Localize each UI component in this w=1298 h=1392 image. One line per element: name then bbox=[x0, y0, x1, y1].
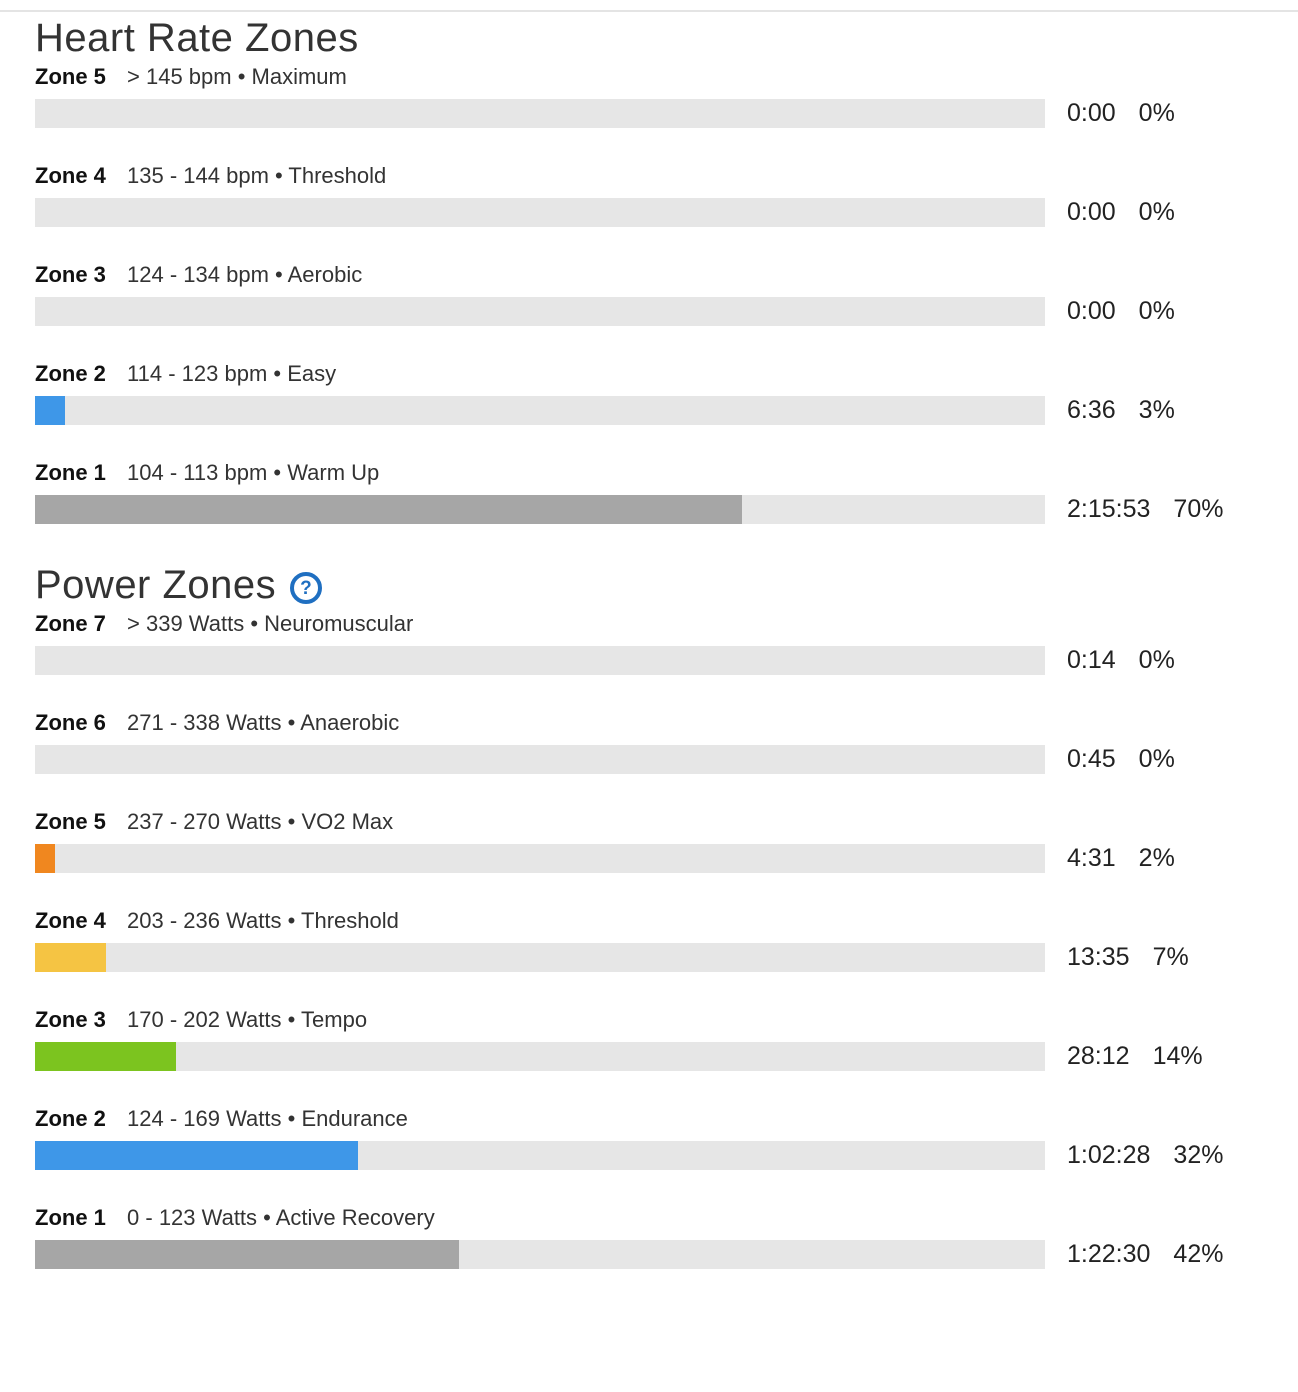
zone-name: Zone 4 bbox=[35, 163, 106, 188]
zone-bar-fill bbox=[35, 1042, 176, 1071]
zone-range: 114 - 123 bpm • Easy bbox=[127, 361, 337, 386]
zone-range: 104 - 113 bpm • Warm Up bbox=[127, 460, 380, 485]
heart-rate-zones-title-text: Heart Rate Zones bbox=[35, 16, 359, 60]
zone-label bbox=[35, 710, 1298, 736]
zone-name: Zone 7 bbox=[35, 611, 106, 636]
zone-bar-line bbox=[35, 396, 1298, 425]
power-zones-list bbox=[35, 611, 1298, 1269]
zone-name: Zone 1 bbox=[35, 1205, 106, 1230]
zone-bar-track bbox=[35, 1240, 1045, 1269]
zone-label bbox=[35, 1106, 1298, 1132]
zone-time: 13:35 bbox=[1067, 943, 1130, 971]
zone-name: Zone 2 bbox=[35, 361, 106, 386]
zone-label bbox=[35, 1007, 1298, 1033]
zone-values bbox=[1067, 198, 1175, 227]
zone-bar-line bbox=[35, 1042, 1298, 1071]
zone-range: > 339 Watts • Neuromuscular bbox=[127, 611, 414, 636]
zone-values bbox=[1067, 1240, 1223, 1269]
zone-label bbox=[35, 460, 1298, 486]
zone-time: 6:36 bbox=[1067, 396, 1116, 424]
zone-range: 124 - 134 bpm • Aerobic bbox=[127, 262, 363, 287]
zone-bar-line bbox=[35, 943, 1298, 972]
zone-row bbox=[35, 163, 1298, 227]
zone-name: Zone 2 bbox=[35, 1106, 106, 1131]
zone-values bbox=[1067, 745, 1175, 774]
zone-name: Zone 5 bbox=[35, 809, 106, 834]
zone-bar-line bbox=[35, 646, 1298, 675]
zone-range: 203 - 236 Watts • Threshold bbox=[127, 908, 399, 933]
zone-percent: 0% bbox=[1138, 198, 1175, 226]
zone-values bbox=[1067, 646, 1175, 675]
zone-row bbox=[35, 1205, 1298, 1269]
zone-bar-line bbox=[35, 1141, 1298, 1170]
zone-percent: 3% bbox=[1138, 396, 1175, 424]
zone-bar-fill bbox=[35, 1240, 459, 1269]
zone-range: > 145 bpm • Maximum bbox=[127, 64, 347, 89]
zone-time: 1:22:30 bbox=[1067, 1240, 1151, 1268]
zone-row bbox=[35, 908, 1298, 972]
zone-range: 237 - 270 Watts • VO2 Max bbox=[127, 809, 394, 834]
zone-bar-track bbox=[35, 198, 1045, 227]
zone-time: 2:15:53 bbox=[1067, 495, 1151, 523]
zone-percent: 70% bbox=[1173, 495, 1224, 523]
zone-row bbox=[35, 710, 1298, 774]
power-zones-title bbox=[35, 559, 1298, 611]
zone-percent: 0% bbox=[1138, 297, 1175, 325]
zone-range: 271 - 338 Watts • Anaerobic bbox=[127, 710, 400, 735]
zone-values bbox=[1067, 297, 1175, 326]
zone-percent: 7% bbox=[1152, 943, 1189, 971]
zone-name: Zone 1 bbox=[35, 460, 106, 485]
zone-label bbox=[35, 1205, 1298, 1231]
zone-bar-track bbox=[35, 297, 1045, 326]
zone-percent: 0% bbox=[1138, 646, 1175, 674]
zone-bar-track bbox=[35, 396, 1045, 425]
zone-bar-track bbox=[35, 495, 1045, 524]
help-question-icon[interactable]: ? bbox=[290, 572, 322, 604]
zone-bar-track bbox=[35, 1141, 1045, 1170]
zone-range: 124 - 169 Watts • Endurance bbox=[127, 1106, 408, 1131]
zone-percent: 2% bbox=[1138, 844, 1175, 872]
zone-range: 135 - 144 bpm • Threshold bbox=[127, 163, 387, 188]
heart-rate-zones-title bbox=[35, 12, 1298, 64]
zone-label bbox=[35, 908, 1298, 934]
zone-label bbox=[35, 361, 1298, 387]
zone-label bbox=[35, 262, 1298, 288]
zone-bar-track bbox=[35, 844, 1045, 873]
zone-row bbox=[35, 1007, 1298, 1071]
heart-rate-zones-list bbox=[35, 64, 1298, 524]
zone-values bbox=[1067, 396, 1175, 425]
zone-time: 0:00 bbox=[1067, 297, 1116, 325]
zones-panel bbox=[0, 12, 1298, 1269]
zone-label bbox=[35, 809, 1298, 835]
zone-percent: 42% bbox=[1173, 1240, 1224, 1268]
zone-bar-line bbox=[35, 1240, 1298, 1269]
zone-row bbox=[35, 64, 1298, 128]
zone-percent: 0% bbox=[1138, 745, 1175, 773]
zone-bar-fill bbox=[35, 495, 742, 524]
zone-bar-track bbox=[35, 646, 1045, 675]
zone-bar-track bbox=[35, 745, 1045, 774]
zone-time: 0:14 bbox=[1067, 646, 1116, 674]
zone-values bbox=[1067, 1042, 1203, 1071]
zone-label bbox=[35, 611, 1298, 637]
zone-values bbox=[1067, 495, 1223, 524]
zone-bar-fill bbox=[35, 943, 106, 972]
zone-bar-track bbox=[35, 943, 1045, 972]
zone-values bbox=[1067, 1141, 1223, 1170]
zone-range: 0 - 123 Watts • Active Recovery bbox=[127, 1205, 435, 1230]
zone-row bbox=[35, 809, 1298, 873]
zone-row bbox=[35, 1106, 1298, 1170]
zone-label bbox=[35, 64, 1298, 90]
zone-percent: 14% bbox=[1152, 1042, 1203, 1070]
zone-row bbox=[35, 611, 1298, 675]
zone-bar-fill bbox=[35, 396, 65, 425]
zone-bar-fill bbox=[35, 1141, 358, 1170]
zone-bar-line bbox=[35, 297, 1298, 326]
zone-bar-line bbox=[35, 495, 1298, 524]
zone-time: 28:12 bbox=[1067, 1042, 1130, 1070]
zone-percent: 0% bbox=[1138, 99, 1175, 127]
zone-bar-line bbox=[35, 99, 1298, 128]
zone-bar-line bbox=[35, 844, 1298, 873]
zone-row bbox=[35, 262, 1298, 326]
power-zones-title-text: Power Zones bbox=[35, 563, 277, 607]
zone-name: Zone 6 bbox=[35, 710, 106, 735]
zone-name: Zone 4 bbox=[35, 908, 106, 933]
zone-percent: 32% bbox=[1173, 1141, 1224, 1169]
zone-time: 1:02:28 bbox=[1067, 1141, 1151, 1169]
zone-name: Zone 3 bbox=[35, 1007, 106, 1032]
zone-bar-line bbox=[35, 745, 1298, 774]
zone-bar-fill bbox=[35, 844, 55, 873]
zone-bar-line bbox=[35, 198, 1298, 227]
zone-time: 4:31 bbox=[1067, 844, 1116, 872]
zone-name: Zone 3 bbox=[35, 262, 106, 287]
zone-time: 0:45 bbox=[1067, 745, 1116, 773]
zone-label bbox=[35, 163, 1298, 189]
zone-row bbox=[35, 460, 1298, 524]
zone-time: 0:00 bbox=[1067, 99, 1116, 127]
zone-values bbox=[1067, 99, 1175, 128]
zone-range: 170 - 202 Watts • Tempo bbox=[127, 1007, 368, 1032]
zone-row bbox=[35, 361, 1298, 425]
zone-bar-track bbox=[35, 1042, 1045, 1071]
zone-values bbox=[1067, 844, 1175, 873]
zone-bar-track bbox=[35, 99, 1045, 128]
zone-time: 0:00 bbox=[1067, 198, 1116, 226]
zone-name: Zone 5 bbox=[35, 64, 106, 89]
zone-values bbox=[1067, 943, 1189, 972]
